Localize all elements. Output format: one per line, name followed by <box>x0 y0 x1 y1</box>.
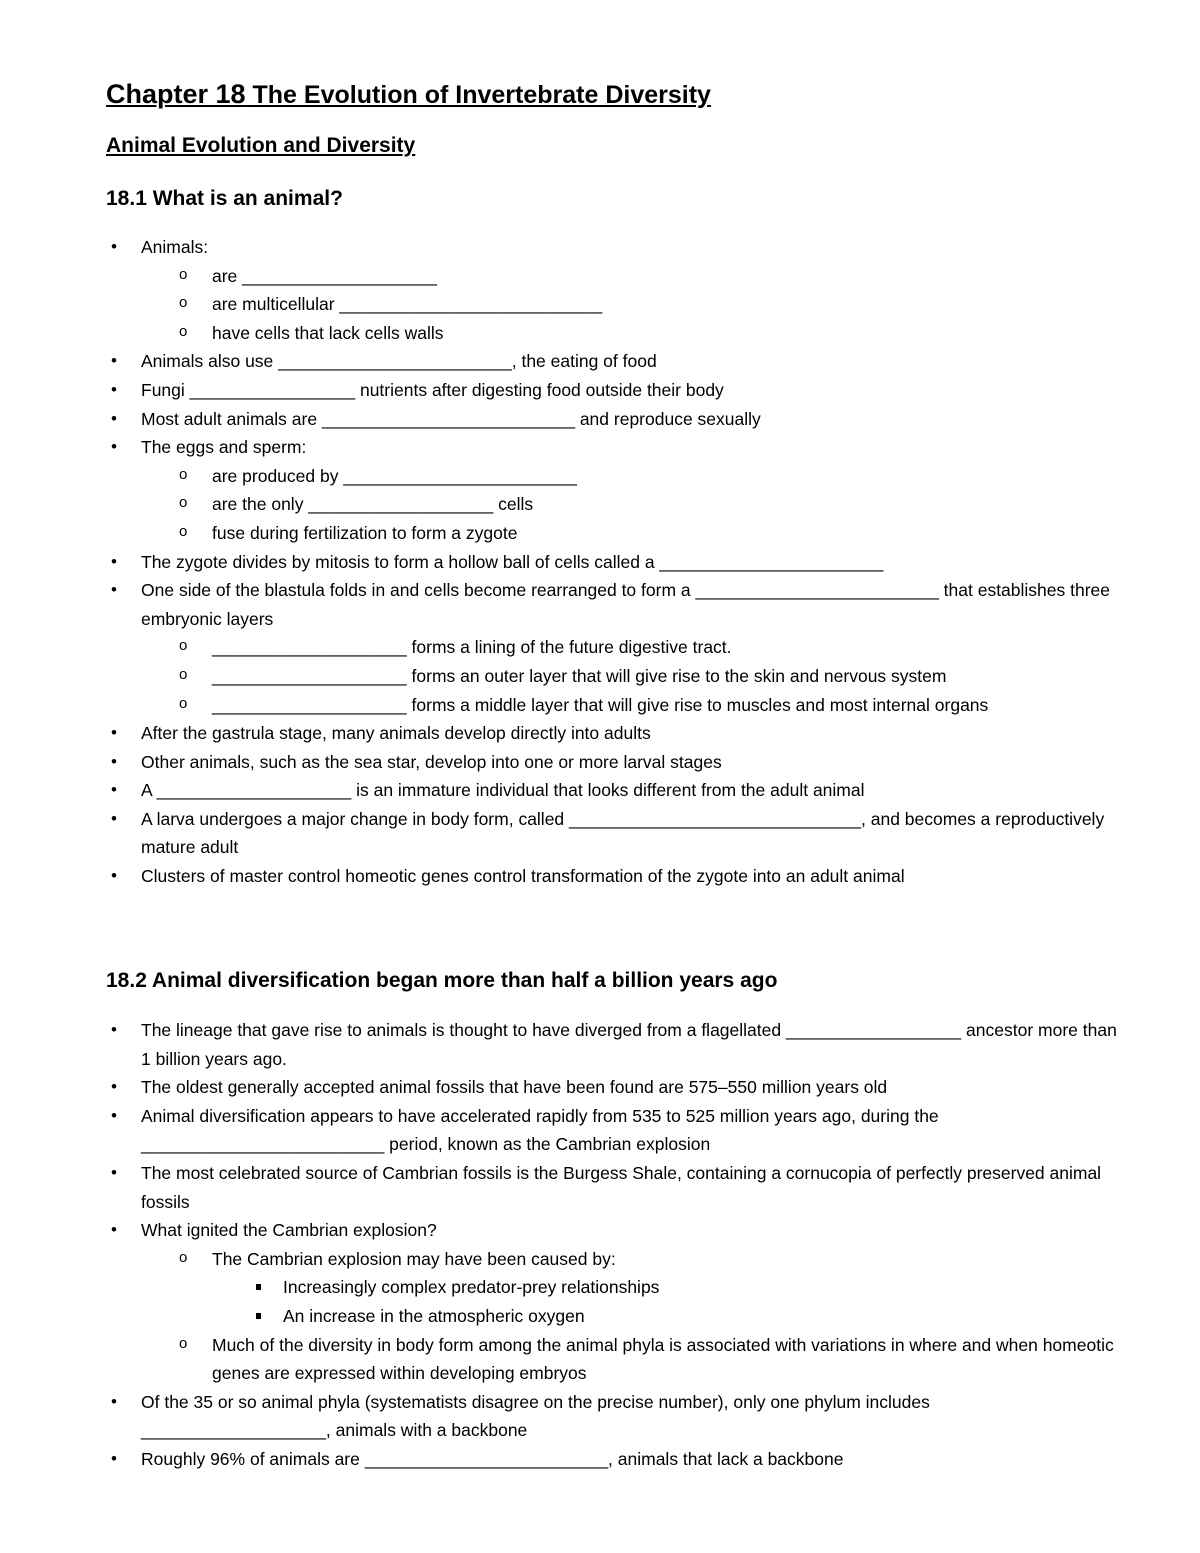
section-heading: Animal Evolution and Diversity <box>106 134 416 157</box>
list-item: • Other animals, such as the sea star, develop into one or more larval stages <box>0 748 1200 777</box>
sub-list-item: o are the only ___________________ cells <box>141 490 1200 519</box>
list-item: • The lineage that gave rise to animals is thought to have diverged from a flagellated __________________ ancestor more than 1 billion years ago. <box>0 1016 1121 1073</box>
list-item: • Roughly 96% of animals are _________________________, animals that lack a backbone <box>0 1445 1200 1474</box>
list-item: • After the gastrula stage, many animals develop directly into adults <box>0 719 1200 748</box>
list-item: • Animals also use ________________________, the eating of food <box>0 347 1200 376</box>
chapter-number: Chapter 18 <box>106 79 246 109</box>
sub-list-item: o are multicellular ___________________________ <box>141 290 1200 319</box>
sub-sub-list <box>212 1273 1200 1330</box>
sub-list <box>141 1245 1200 1388</box>
chapter-name: The Evolution of Invertebrate Diversity <box>245 81 711 109</box>
sub-list-item: o Much of the diversity in body form among the animal phyla is associated with variations in where and when homeotic genes are expressed within developing embryos <box>141 1331 1117 1388</box>
list-item: • The zygote divides by mitosis to form a hollow ball of cells called a _______________________ <box>0 548 1200 577</box>
sub-list-item: o The Cambrian explosion may have been caused by: Increasingly complex predator-prey relationships An increase in the atmospheric oxygen <box>141 1245 1200 1331</box>
list-item: • One side of the blastula folds in and cells become rearranged to form a _________________________ that establishes three embryonic layers o ____________________ forms a lining of the future digestive tract. o ____________________ forms an outer layer that will give rise to the skin and nervous system o ____________________ forms a middle layer that will give rise to muscles and most internal organs <box>0 576 1121 719</box>
list-item: • Fungi _________________ nutrients after digesting food outside their body <box>0 376 1200 405</box>
list-item: • The eggs and sperm: o are produced by ________________________ o are the only ___________________ cells o fuse during fertilization to form a zygote <box>0 433 1200 547</box>
list-item: • What ignited the Cambrian explosion? o The Cambrian explosion may have been caused by: Increasingly complex predator-prey relationships An increase in the atmospheric oxygen o Much of the diversity in body form among the animal phyla is associated with variations in where and when homeotic genes are expressed within developing embryos <box>0 1216 1200 1388</box>
list-18-1 <box>0 233 1200 891</box>
list-item: • Animal diversification appears to have accelerated rapidly from 535 to 525 million years ago, during the _________________________ period, known as the Cambrian explosion <box>0 1102 1121 1159</box>
heading-18-2: 18.2 Animal diversification began more than half a billion years ago <box>106 969 778 992</box>
list-item: • The oldest generally accepted animal fossils that have been found are 575–550 million years old <box>0 1073 1200 1102</box>
list-item: • A ____________________ is an immature individual that looks different from the adult animal <box>0 776 1200 805</box>
list-item: • Most adult animals are __________________________ and reproduce sexually <box>0 405 1200 434</box>
heading-18-1: 18.1 What is an animal? <box>106 187 343 210</box>
sub-sub-list-item: An increase in the atmospheric oxygen <box>212 1302 1200 1331</box>
list-item: • The most celebrated source of Cambrian fossils is the Burgess Shale, containing a cornucopia of perfectly preserved animal fossils <box>0 1159 1121 1216</box>
sub-sub-list-item: Increasingly complex predator-prey relationships <box>212 1273 1200 1302</box>
sub-list-item: o ____________________ forms a lining of the future digestive tract. <box>141 633 1121 662</box>
sub-list-item: o have cells that lack cells walls <box>141 319 1200 348</box>
sub-list-item: o are ____________________ <box>141 262 1200 291</box>
list-item: • Animals: o are ____________________ o are multicellular ___________________________ o have cells that lack cells walls <box>0 233 1200 347</box>
sub-list <box>141 462 1200 548</box>
list-item: • Of the 35 or so animal phyla (systematists disagree on the precise number), only one phylum includes ___________________, animals with a backbone <box>0 1388 1121 1445</box>
list-item: • Clusters of master control homeotic genes control transformation of the zygote into an adult animal <box>0 862 1200 891</box>
sub-list <box>141 262 1200 348</box>
sub-list <box>141 633 1121 719</box>
sub-list-item: o ____________________ forms a middle layer that will give rise to muscles and most internal organs <box>141 691 1121 720</box>
list-18-2 <box>0 1016 1200 1474</box>
list-item: • A larva undergoes a major change in body form, called ______________________________, and becomes a reproductively mature adult <box>0 805 1121 862</box>
chapter-title <box>106 78 711 111</box>
sub-list-item: o ____________________ forms an outer layer that will give rise to the skin and nervous system <box>141 662 1121 691</box>
sub-list-item: o fuse during fertilization to form a zygote <box>141 519 1200 548</box>
sub-list-item: o are produced by ________________________ <box>141 462 1200 491</box>
